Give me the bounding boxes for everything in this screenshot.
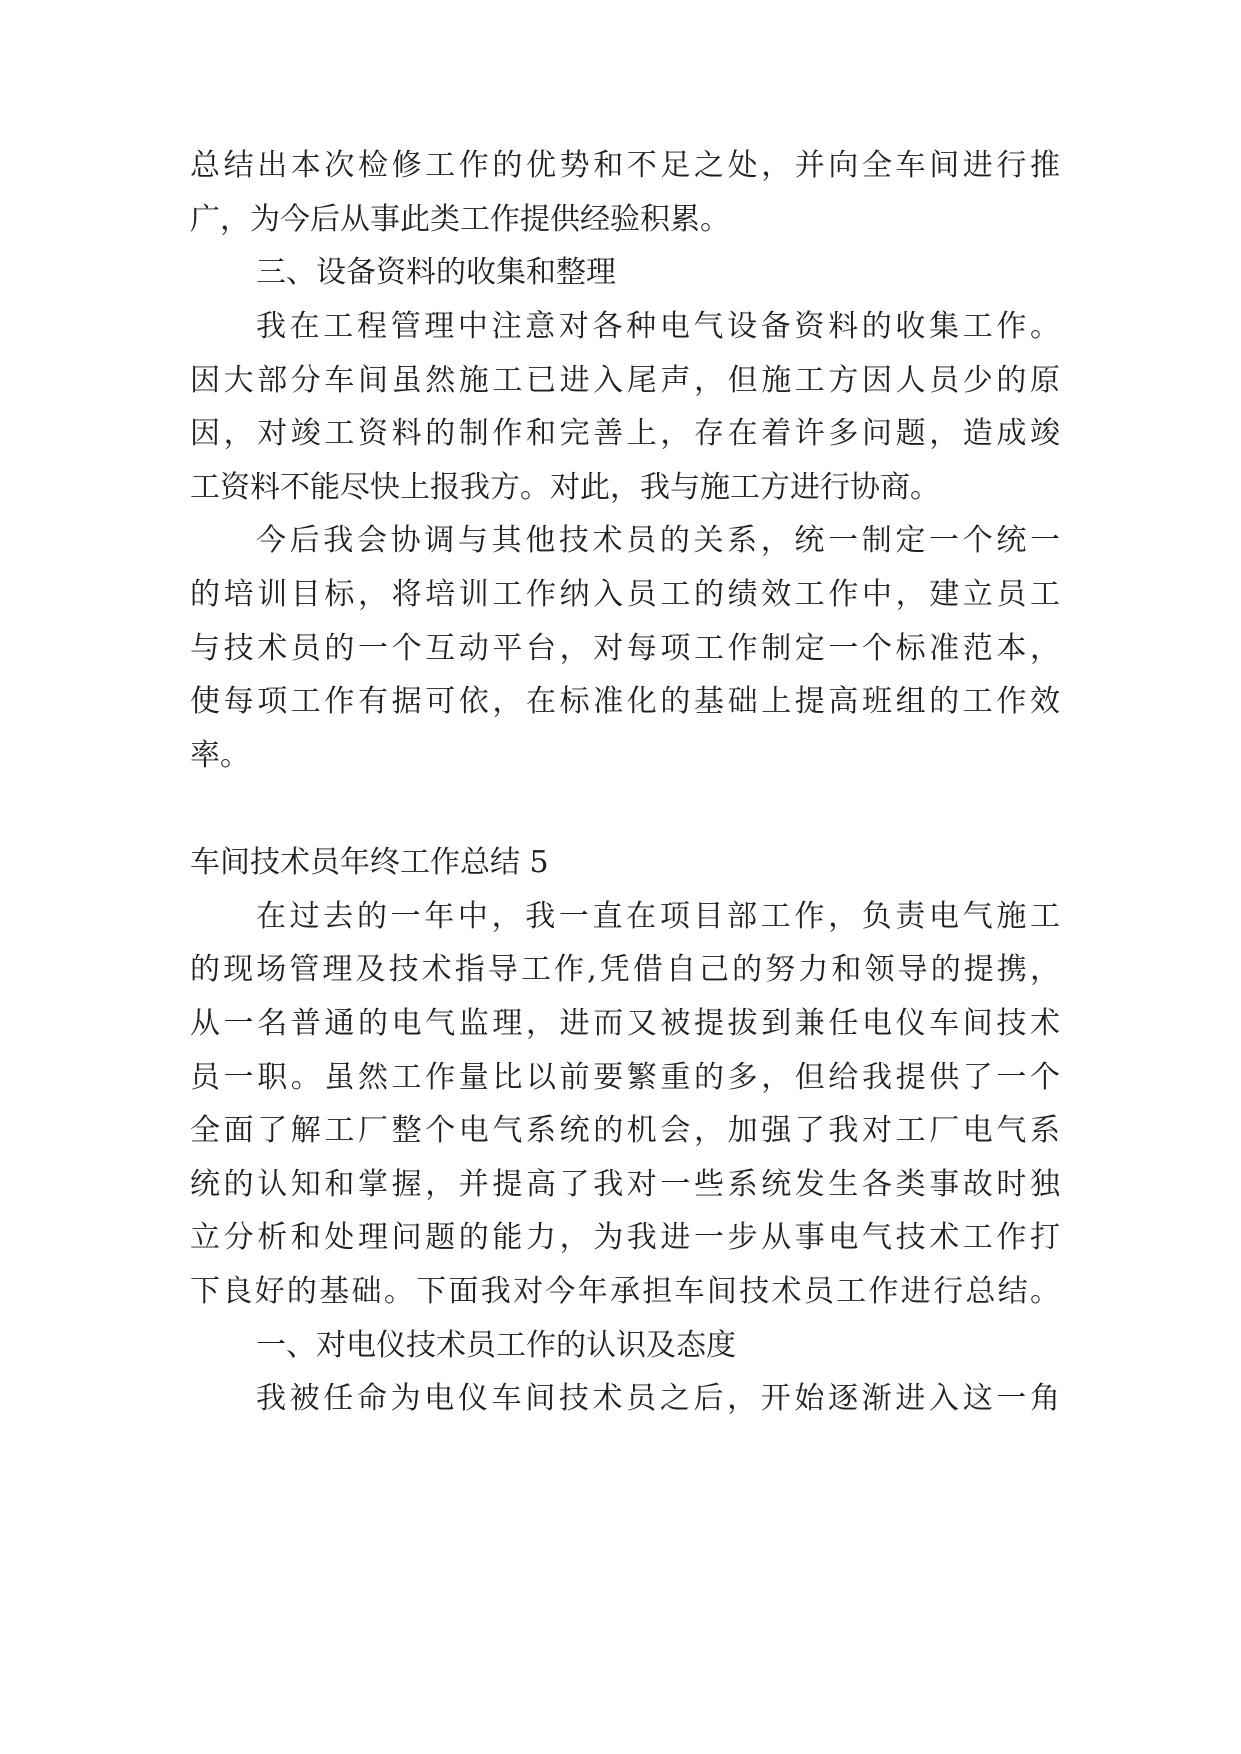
paragraph-line: 工资料不能尽快上报我方。对此，我与施工方进行协商。	[190, 470, 940, 505]
document-title: 车间技术员年终工作总结 5	[190, 845, 549, 880]
paragraph-line: 今后我会协调与其他技术员的关系，统一制定一个统一	[256, 523, 1060, 558]
section-heading: 一、对电仪技术员工作的认识及态度	[256, 1328, 736, 1363]
paragraph-line: 员一职。虽然工作量比以前要繁重的多，但给我提供了一个	[190, 1060, 1060, 1095]
paragraph-line: 统的认知和掌握，并提高了我对一些系统发生各类事故时独	[190, 1167, 1060, 1202]
section-heading: 三、设备资料的收集和整理	[256, 255, 616, 290]
paragraph-line: 立分析和处理问题的能力，为我进一步从事电气技术工作打	[190, 1220, 1060, 1255]
paragraph-line: 从一名普通的电气监理，进而又被提拔到兼任电仪车间技术	[190, 1006, 1060, 1041]
paragraph-line: 的现场管理及技术指导工作,凭借自己的努力和领导的提携，	[190, 952, 1060, 987]
paragraph-line: 的培训目标，将培训工作纳入员工的绩效工作中，建立员工	[190, 577, 1060, 612]
paragraph-line: 因，对竣工资料的制作和完善上，存在着许多问题，造成竣	[190, 416, 1060, 451]
paragraph-line: 下良好的基础。下面我对今年承担车间技术员工作进行总结。	[190, 1274, 1060, 1309]
paragraph-line: 广，为今后从事此类工作提供经验积累。	[190, 202, 730, 237]
paragraph-line: 我被任命为电仪车间技术员之后，开始逐渐进入这一角	[256, 1381, 1060, 1416]
paragraph-line: 与技术员的一个互动平台，对每项工作制定一个标准范本，	[190, 631, 1060, 666]
paragraph-line: 使每项工作有据可依，在标准化的基础上提高班组的工作效	[190, 684, 1060, 719]
paragraph-line: 全面了解工厂整个电气系统的机会，加强了我对工厂电气系	[190, 1113, 1060, 1148]
paragraph-line: 在过去的一年中，我一直在项目部工作，负责电气施工	[256, 899, 1060, 934]
paragraph-line: 率。	[190, 738, 250, 773]
paragraph-line: 总结出本次检修工作的优势和不足之处，并向全车间进行推	[190, 148, 1060, 183]
paragraph-line: 因大部分车间虽然施工已进入尾声，但施工方因人员少的原	[190, 363, 1060, 398]
paragraph-line: 我在工程管理中注意对各种电气设备资料的收集工作。	[256, 309, 1060, 344]
